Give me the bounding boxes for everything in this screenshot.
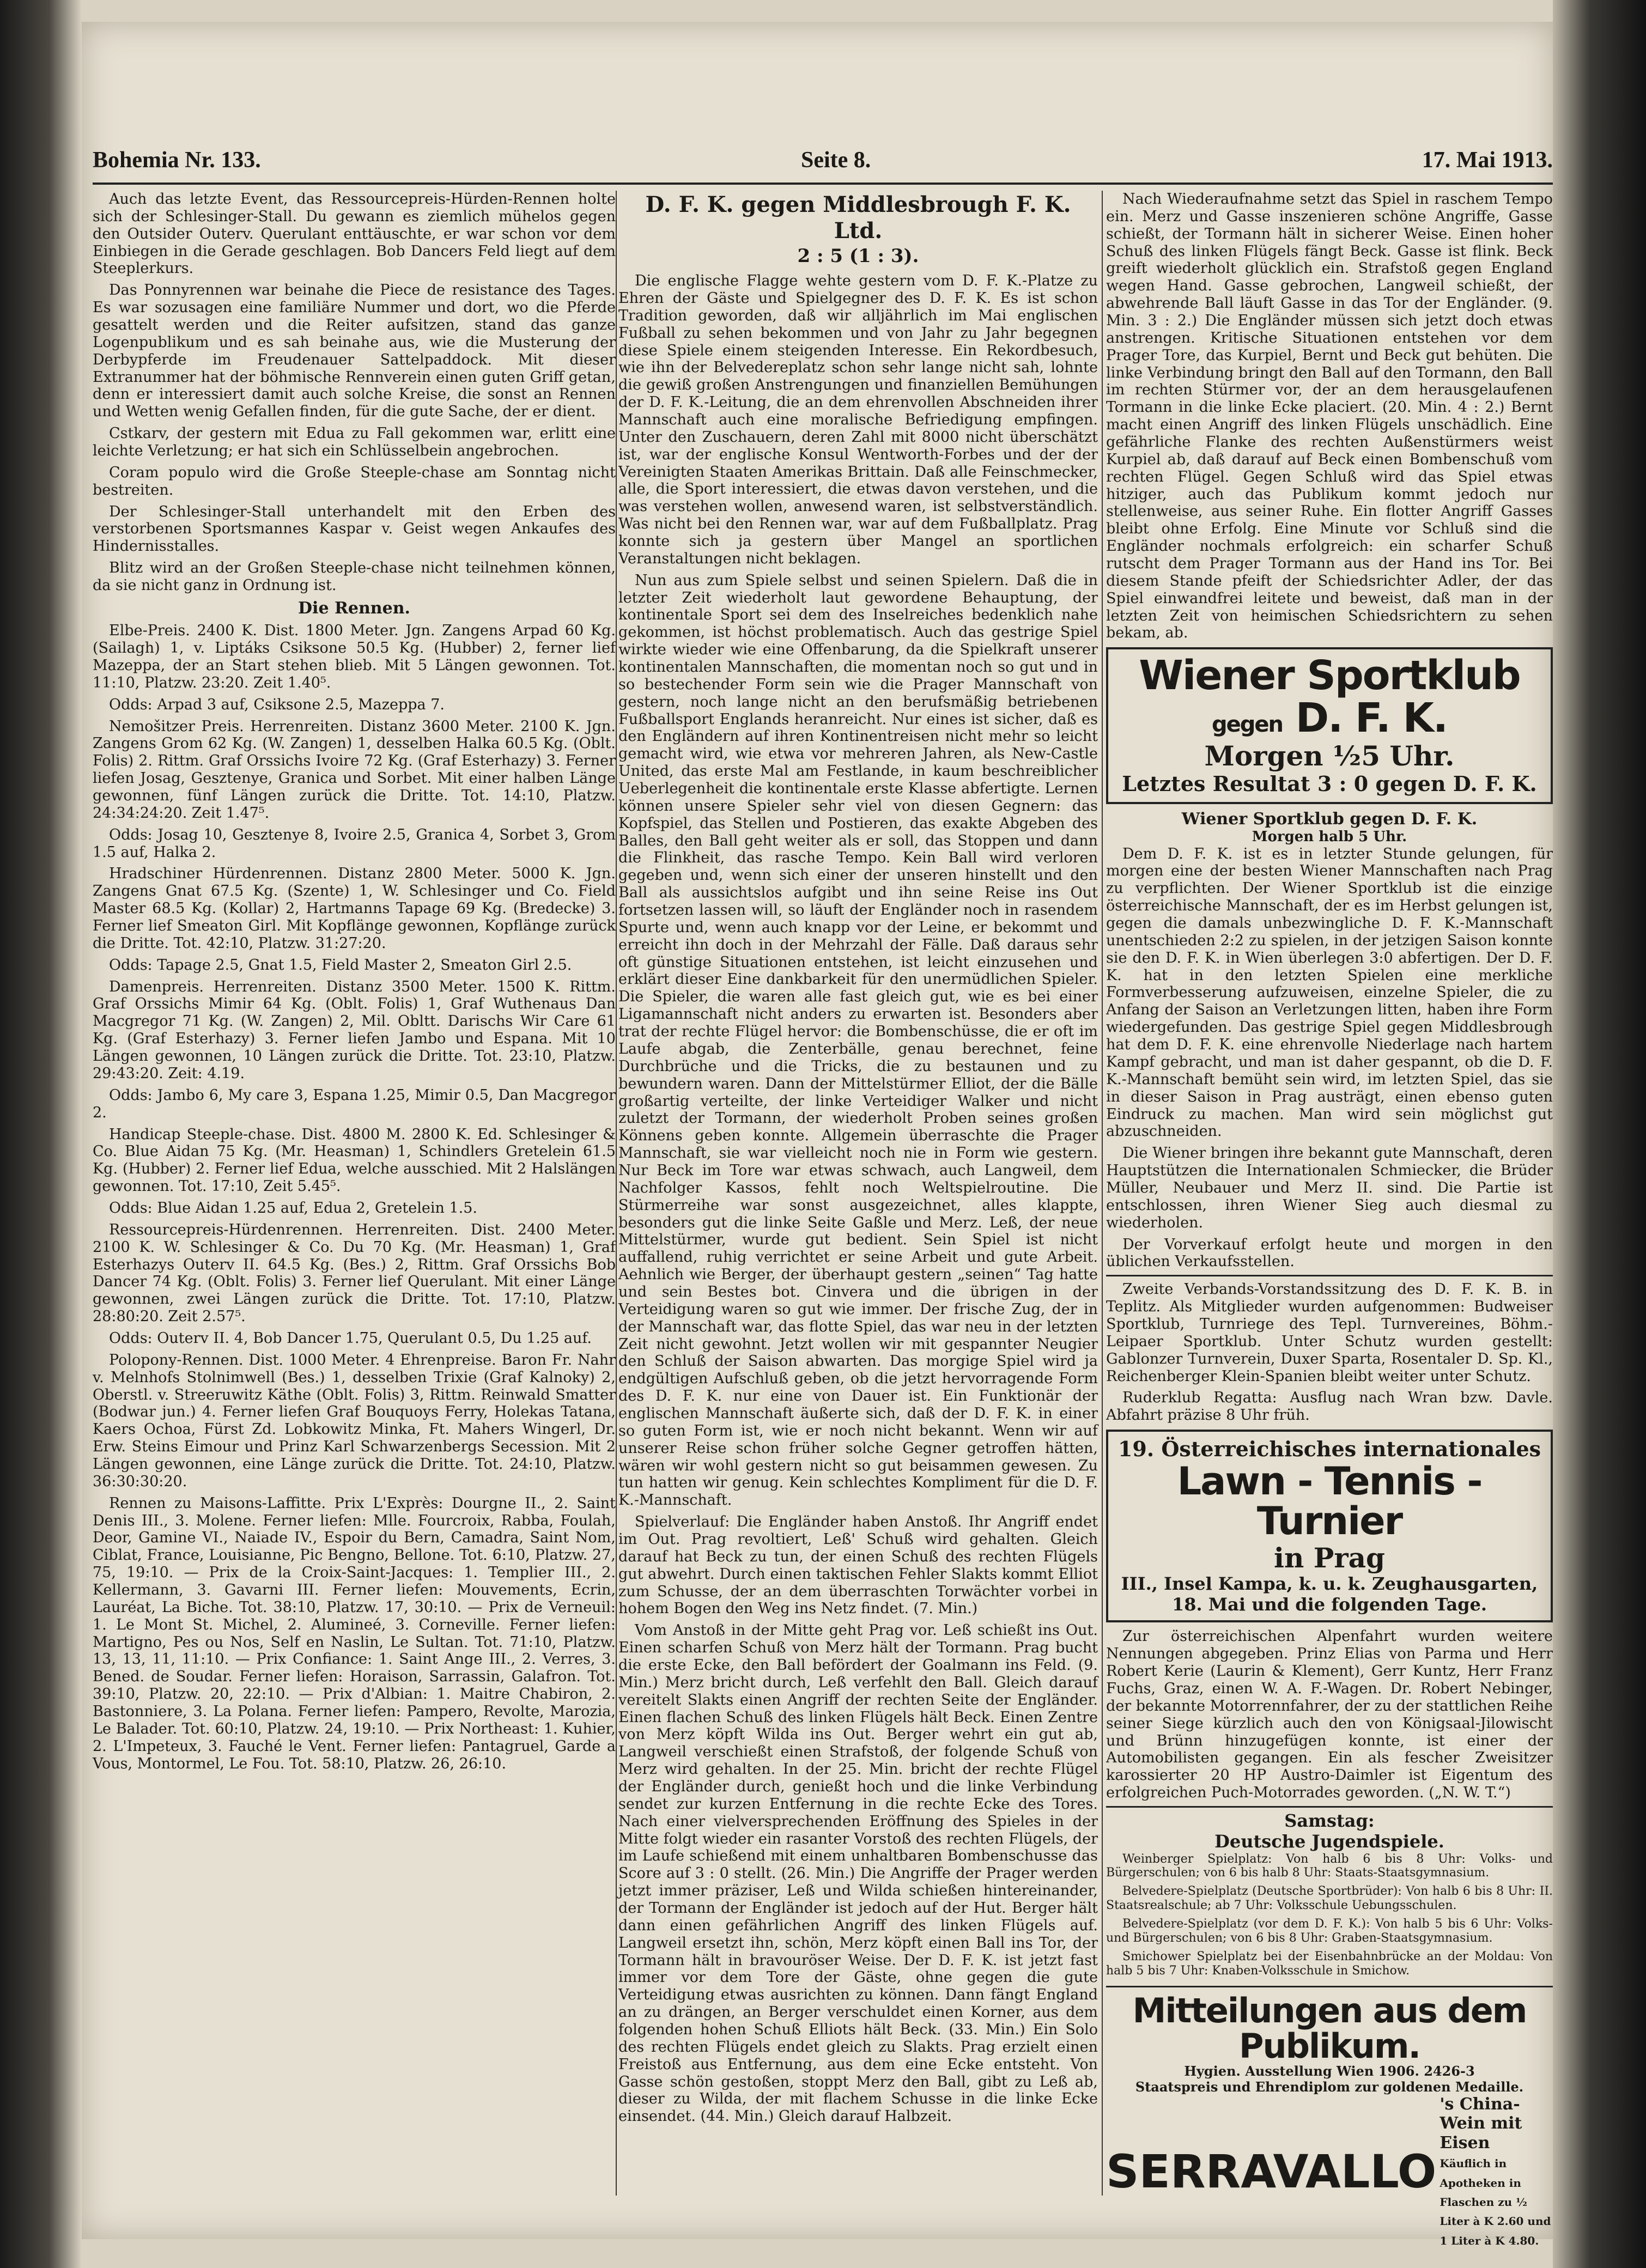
paragraph: Vom Anstoß in der Mitte geht Prag vor. Leß schießt ins Out. Einen scharfen Schuß von Merz hält der Tormann. Prag bucht die erste Ecke, den Ball befördert der Goalmann ins Feld. (9. Min.) Merz bricht durch, Leß verfehlt den Ball. Gleich darauf vereitelt Slakts einen Angriff der rechten Seite der Engländer. Einen flachen Schuß des linken Flügels hält Beck. Einen Zentre von Merz köpft Wilda ins Out. Berger wehrt ein gut ab, Langweil verschießt einen Strafstoß, der folgende Schuß von Merz wird gehalten. In der 25. Min. bricht der rechte Flügel der Engländer durch, genießt hoch und die linke Verbindung sendet zur kurzen Entfernung in die rechte Ecke des Tores. Nach einer vielversprechenden Eröffnung des Spieles in der Mitte folgt wieder ein rasanter Vorstoß des rechten Flügels, der im Laufe schießend mit einem unhaltbaren Bombenschusse das Score auf 3 : 0 stellt. (26. Min.) Die Angriffe der Prager werden jetzt immer präziser, Leß und Wilda schießen hintereinander, der Tormann der Engländer ist jedoch auf der Hut. Berger hält dann einen gefährlichen Angriff des linken Flügels auf. Langweil ersetzt ihn, schön, Merz köpft einen Ball ins Tor, der Tormann hält in bravouröser Weise. Der D. F. K. ist jetzt fast immer vor dem Tore der Gäste, ohne gegen die gute Verteidigung etwas ausrichten zu können. Dann fängt England an zu drängen, an Berger verschuldet einen Korner, aus dem folgenden hohen Schuß Elliots hält Beck. (33. Min.) Ein Solo des rechten Flügels endet gleich zu Slakts. Prag erzielt einen Freistoß aus Entfernung, aus dem eine Ecke entsteht. Von Gasse schön gestoßen, stoppt Merz den Ball, gibt zu Leß ab, dieser zu Wilda, der mit flachem Schusse in die linke Ecke einsendet. (44. Min.) Gleich darauf Halbzeit. <box>618 1622 1098 2125</box>
ad3-brand: SERRAVALLO <box>1106 2144 1437 2198</box>
header-rule <box>93 183 1553 185</box>
racing-news <box>93 191 616 594</box>
race-result: Odds: Jambo 6, My care 3, Espana 1.25, Mimir 0.5, Dan Macgregor 2. <box>93 1086 616 1121</box>
ad-serravallo <box>1106 1993 1553 2249</box>
column-separator-1 <box>616 191 617 2196</box>
club-news <box>1106 1281 1553 1424</box>
ad-lawn-tennis <box>1106 1430 1553 1622</box>
paragraph: Das Ponnyrennen war beinahe die Piece de resistance des Tages. Es war sozusagen eine familiäre Nummer und dort, wo die Pferde gesattelt werden und die Reiter aufsitzen, stand das ganze Logenpublikum und es sah beinahe aus, wie die Musterung der Derbypferde im Freudenauer Sattelpaddock. Mit dieser Extranummer hat der böhmische Rennverein einen guten Griff getan, denn er interessiert damit auch solche Kreise, die sonst an Rennen und Wetten wenig Gefallen finden, für die gute Sache, der er dient. <box>93 282 616 421</box>
paragraph: Der Vorverkauf erfolgt heute und morgen in den üblichen Verkaufsstellen. <box>1106 1236 1553 1270</box>
ad3-title: Mitteilungen aus dem Publikum. <box>1132 1991 1527 2066</box>
paragraph: Dem D. F. K. ist es in letzter Stunde gelungen, für morgen eine der besten Wiener Mannschaften nach Prag zu verpflichten. Der Wiener Sportklub ist die einzige österreichische Mannschaft, der es im Herbst gelungen ist, gegen die damals unbezwingliche D. F. K.-Mannschaft unentschieden 2:2 zu spielen, in der jetzigen Saison konnte sie den D. F. K. in Wien überlegen 3:0 abfertigen. Der D. F. K. hat in den letzten Spielen eine merkliche Formverbesserung aufzuweisen, einzelne Spieler, die zu Anfang der Saison an Verletzungen litten, haben ihre Form wiedergefunden. Das gestrige Spiel gegen Middlesbrough hat dem D. F. K. eine ehrenvolle Niederlage nach hartem Kampf gebracht, und man ist daher gespannt, ob die D. F. K.-Mannschaft bemüht sein wird, im letzten Spiel, das sie in dieser Saison in Prag austrägt, einen ebenso guten Eindruck zu machen. Man wird sein möglichst gut abzuschneiden. <box>1106 845 1553 1140</box>
column-2 <box>618 191 1098 2206</box>
match-headline: D. F. K. gegen Middlesbrough F. K. Ltd. <box>645 192 1071 244</box>
paragraph: Coram populo wird die Große Steeple-chase am Sonntag nicht bestreiten. <box>93 464 616 498</box>
race-result: Handicap Steeple-chase. Dist. 4800 M. 2800 K. Ed. Schlesinger & Co. Blue Aidan 75 Kg. (Mr. Heasman) 1, Schindlers Gretelein 61.5 Kg. (Hubber) 2. Ferner lief Edua, welche ausschied. Mit 2 Halslängen gewonnen. Tot. 17:10, Zeit 5.45⁵. <box>93 1126 616 1195</box>
ad1-title: Wiener Sportklub gegen D. F. K. <box>1139 652 1520 742</box>
race-result: Odds: Josag 10, Gesztenye 8, Ivoire 2.5, Granica 4, Sorbet 3, Grom 1.5 auf, Halka 2. <box>93 826 616 861</box>
saturday-schedule <box>1106 1806 1553 1987</box>
race-result: Elbe-Preis. 2400 K. Dist. 1800 Meter. Jgn. Zangens Arpad 60 Kg. (Sailagh) 1, v. Liptáks Csiksone 50.5 Kg. (Hubber) 2, ferner lief Mazeppa, der an Start stehen blieb. Mit 5 Längen gewonnen. Tot. 11:10, Platzw. 23:20. Zeit 1.40⁵. <box>93 622 616 691</box>
header-issue: Bohemia Nr. 133. <box>93 148 261 173</box>
schedule-line: Belvedere-Spielplatz (vor dem D. F. K.): Von halb 5 bis 6 Uhr: Volks- und Bürgerschulen; von 6 bis 8 Uhr: Graben-Staatsgymnasium. <box>1106 1917 1553 1945</box>
wsk-subtitle: Wiener Sportklub gegen D. F. K. <box>1181 809 1478 829</box>
race-result: Odds: Tapage 2.5, Gnat 1.5, Field Master 2, Smeaton Girl 2.5. <box>109 956 572 974</box>
wsk-time: Morgen halb 5 Uhr. <box>1252 828 1407 845</box>
ad1-time: Morgen ½5 Uhr. <box>1204 739 1455 772</box>
paragraph: Nun aus zum Spiele selbst und seinen Spielern. Daß die in letzter Zeit wiederholt laut gewordene Behauptung, der kontinentale Sport sei dem des Inselreiches bedenklich nahe gekommen, ist höchst problematisch. Auch das gestrige Spiel wirkte wieder wie eine Offenbarung, da die Spielkraft unserer kontinentalen Mannschaften, die momentan noch so gut und in so bestechender Form sein wie die Prager Mannschaft von gestern, noch lange nicht an den berufsmäßig betriebenen Fußballsport Englands heranreicht. Nur eines ist sicher, daß es den Engländern auf ihren Kontinentreisen nicht mehr so leicht gemacht wird, wie etwa vor mehreren Jahren, als New-Castle United, das erste Mal am Festlande, in kaum beschreiblicher Ueberlegenheit die kontinentale erste Klasse abfertigte. Lernen können unsere Spieler sehr viel von diesen Gegnern: das Kopfspiel, das Stellen und Postieren, das exakte Abgeben des Balles, den Ball geht weiter als er soll, das Stoppen und dann die Flinkheit, das rasche Tempo. Kein Ball wird verloren gegeben und, wenn sich einer der unseren hinstellt und den Ball als aussichtslos aufgibt und ihn seine Reise ins Out fortsetzen lassen will, so läuft der Engländer noch in rasendem Spurte und, wenn auch knapp vor der Leine, er bekommt und erreicht ihn doch in der Mehrzahl der Fälle. Daß daraus sehr oft günstige Situationen entstehen, ist leicht einzusehen und erklärt dieser Eine dankbarkeit für den unermüdlichen Spieler. Die Spieler, die waren alle fast gleich gut, wie es bei einer Ligamannschaft nicht anders zu erwarten ist. Besonders aber trat der rechte Flügel hervor: die Bombenschüsse, die er oft im Laufe abgab, die Zenterbälle, genau berechnet, feine Durchbrüche und die Tricks, die zu bestaunen und zu bewundern waren. Dann der Mittelstürmer Elliot, der die Bälle großartig verteilte, der linke Verteidiger Walker und nicht zuletzt der Tormann, der wiederholt Proben seines großen Könnens geben konnte. Allgemein überraschte die Prager Mannschaft, sie war vielleicht noch nie in Form wie gestern. Nur Beck im Tore war etwas schwach, auch Langweil, dem Nachfolger Kassos, fehlt noch Weltspielroutine. Die Stürmerreihe war sonst ausgezeichnet, alles klappte, besonders gut die linke Seite Gaßle und Merz. Leß, der neue Mittelstürmer, wurde gut bedient. Sein Spiel ist nicht auffallend, ruhig verrichtet er seine Arbeit und gute Arbeit. Aehnlich wie Berger, der überhaupt gestern „seinen“ Tag hatte und sein Bestes bot. Cinvera und die übrigen in der Verteidigung waren so gut wie immer. Der frische Zug, der in der Mannschaft war, das flotte Spiel, das war neu in der letzten Zeit nicht gewohnt. Jetzt wollen wir mit gespannter Neugier den Schluß der Saison abwarten. Das morgige Spiel wird ja endgültigen Aufschluß geben, ob die jetzt hervorragende Form des D. F. K. nur eine von Dauer ist. Ein Funktionär der englischen Mannschaft äußerte sich, daß der D. F. K. in einer so guten Form ist, wie er noch nicht bekannt. Wenn wir auf unserer Reise schon früher solche Gegner getroffen hätten, wären wir wohl gestern nicht so gut beisammen gewesen. Zu tun hatten wir genug. Kein schlechtes Kompliment für die D. F. K.-Mannschaft. <box>618 571 1098 1509</box>
paragraph: Zweite Verbands-Vorstandssitzung des D. F. K. B. in Teplitz. Als Mitglieder wurden aufgenommen: Budweiser Sportklub, Turnriege des Tepl. Turnvereines, Böhm.-Leipaer Sportklub. Unter Schutz wurden gestellt: Gablonzer Turnverein, Duxer Sparta, Rosentaler D. Sp. Kl., Reichenberger Klein-Spanien bleibt weiter unter Schutz. <box>1106 1281 1553 1385</box>
match-report <box>618 272 1098 2125</box>
ad3-ref: 2426-3 <box>1424 2063 1475 2079</box>
paragraph: Die Wiener bringen ihre bekannt gute Mannschaft, deren Hauptstützen die Internationalen Schmiecker, die Brüder Müller, Neubauer und Merz II. sind. Die Partie ist entschlossen, ihren Wiener Sieg auch diesmal zu wiederholen. <box>1106 1145 1553 1231</box>
scan-edge-shadow <box>0 0 82 2268</box>
ad2-place: in Prag <box>1273 1541 1386 1574</box>
page-header <box>93 147 1553 180</box>
race-result: Nemošitzer Preis. Herrenreiten. Distanz 3600 Meter. 2100 K. Jgn. Zangens Grom 62 Kg. (W. Zangen) 1, desselben Halka 60.5 Kg. (Oblt. Folis) 2. Rittm. Graf Orssichs Ivoire 72 Kg. (Graf Esterhazy) 3. Ferner liefen Josag, Gesztenye, Granica und Sorbet. Mit einer halben Länge gewonnen, fünf Längen zurück die Dritte. Tot. 14:10, Platzw. 24:34:24:20. Zeit 1.47⁵. <box>93 718 616 822</box>
ad2-address: III., Insel Kampa, k. u. k. Zeughausgarten, <box>1121 1573 1538 1594</box>
wsk-article <box>1106 846 1553 1271</box>
race-result: Damenpreis. Herrenreiten. Distanz 3500 Meter. 1500 K. Rittm. Graf Orssichs Mimir 64 Kg. (Oblt. Folis) 1, Graf Wuthenaus Dan Macgregor 71 Kg. (W. Zangen) 2, Mil. Obltt. Darischs Wir Care 61 Kg. (Graf Esterhazy) 3. Ferner liefen Jambo und Espana. Mit 10 Längen gewonnen, 10 Längen zurück die Dritte. Tot. 23:10, Platzw. 29:43:20. Zeit: 4.19. <box>93 978 616 1082</box>
ad3-brand-row <box>1106 2095 1553 2249</box>
divider <box>1106 1275 1553 1276</box>
ad3-line2: Staatspreis und Ehrendiplom zur goldenen Medaille. <box>1135 2078 1524 2095</box>
ad2-dates: 18. Mai und die folgenden Tage. <box>1171 1594 1487 1615</box>
paragraph: Blitz wird an der Großen Steeple-chase nicht teilnehmen können, da sie nicht ganz in Ordnung ist. <box>93 560 616 594</box>
paragraph: Nach Wiederaufnahme setzt das Spiel in raschem Tempo ein. Merz und Gasse inszenieren schöne Angriffe, Gasse schießt, der Tormann hält in sicherer Weise. Einen hoher Schuß des linken Flügels fängt Beck. Gasse ist flink. Beck greift wiederholt glücklich ein. Strafstoß gegen England wegen Hand. Gasse gebrochen, Langweil schießt, der abwehrende Ball läuft Gasse in das Tor der Engländer. (9. Min. 3 : 2.) Die Engländer müssen sich jetzt doch etwas anstrengen. Kritische Situationen entstehen vor dem Prager Tore, das Kurpiel, Bernt und Beck gut behüten. Die linke Verbindung bringt den Ball auf den Tormann, den Ball im rechten Stürmer vor, der an dem herausgelaufenen Tormann in die linke Ecke placiert. (20. Min. 4 : 2.) Bernt macht einen Angriff des linken Flügels unschädlich. Eine gefährliche Flanke des rechten Außenstürmers weist Kurpiel ab, daß darauf auf Beck einen Bombenschuß vom rechten Flügel. Gegen Schluß wird das Spiel etwas hitziger, auch das Publikum kommt jedoch nur stellenweise, aus seiner Ruhe. Ein flotter Angriff Gasses bleibt ohne Erfolg. Eine Minute vor Schluß sind die Engländer nochmals erfolgreich: ein scharfer Schuß rutscht dem Prager Tormann aus der Hand ins Tor. Bei diesem Stande pfeift der Schiedsrichter Adler, der das Spiel einwandfrei leitete und beweist, daß man in der letzten Zeit von heimischen Schiedsrichtern zu sehen bekam, ab. <box>1106 191 1553 642</box>
scan-right-band <box>1553 0 1646 2268</box>
paragraph: Die englische Flagge wehte gestern vom D. F. K.-Platze zu Ehren der Gäste und Spielgegner des D. F. K. Es ist schon Tradition geworden, daß wir alljährlich im Mai englischen Fußball zu sehen bekommen und von Jahr zu Jahr begegnen diese Spiele einem steigenden Interesse. Ein Rekordbesuch, wie ihn der Belvedereplatz schon sehr lange nicht sah, lohnte die gewiß großen Anstrengungen und finanziellen Bemühungen der D. F. K.-Leitung, die an dem ehrenvollen Abschneiden ihrer Mannschaft auch eine moralische Befriedigung empfingen. Unter den Zuschauern, deren Zahl mit 8000 nicht überschätzt ist, war der englische Konsul Wentworth-Forbes und der der Vereinigten Staaten Amerikas Brittain. Daß alle Feinschmecker, alle, die Sport interessiert, die etwas davon verstehen, und die was verstehen wollen, anwesend waren, ist selbstverständlich. Was nicht bei den Rennen war, war auf dem Fußballplatz. Prag konnte sich ja gestern über Mangel an sportlichen Veranstaltungen nicht beklagen. <box>618 272 1098 567</box>
column-3 <box>1106 191 1553 2247</box>
schedule-subtitle: Deutsche Jugendspiele. <box>1214 1831 1444 1852</box>
ad2-line1: 19. Österreichisches internationales <box>1117 1437 1541 1462</box>
schedule-line: Belvedere-Spielplatz (Deutsche Sportbrüder): Von halb 6 bis 8 Uhr: II. Staatsrealschule; ab 7 Uhr: Volksschule Uebungsschulen. <box>1106 1884 1553 1913</box>
schedule-line: Weinberger Spielplatz: Von halb 6 bis 8 Uhr: Volks- und Bürgerschulen; von 6 bis halb 8 Uhr: Staats-Staatsgymnasium. <box>1106 1852 1553 1880</box>
ad-wiener-sportklub <box>1106 647 1553 804</box>
paragraph: Zur österreichischen Alpenfahrt wurden weitere Nennungen abgegeben. Prinz Elias von Parma und Herr Robert Kerie (Laurin & Klement), Gerr Kuntz, Herr Franz Fuchs, Graz, einen W. A. F.-Wagen. Dr. Robert Nebinger, der bekannte Motorrennfahrer, der zu der stattlichen Reihe seiner Siege kürzlich auch den von Königsaal-Jilowischt und Brünn hinzugefügen konnte, ist einer der Automobilisten gegangen. Ein als fescher Zweisitzer karossierter 20 HP Austro-Daimler ist Eigentum des erfolgreichen Puch-Motorrades geworden. („N. W. T.“) <box>1106 1628 1553 1802</box>
race-result: Rennen zu Maisons-Laffitte. Prix L'Exprès: Dourgne II., 2. Saint Denis III., 3. Molene. Ferner liefen: Mlle. Fourcroix, Rabba, Foulah, Deor, Gamine VI., Naiade IV., Espoir du Bern, Camadra, Saint Nom, Ciblat, France, Louisianne, Pic Bengno, Bellone. Tot. 6:10, Platzw. 27, 75, 19:10. — Prix de la Croix-Saint-Jacques: 1. Templier III., 2. Kellermann, 3. Gavarni III. Ferner liefen: Mouvements, Ecrin, Lauréat, La Biche. Tot. 38:10, Platzw. 17, 30:10. — Prix de Verneuil: 1. Le Mont St. Michel, 2. Alumineé, 3. Corneville. Ferner liefen: Martigno, Pes ou Nos, Self en Naslin, Le Sultan. Tot. 71:10, Platzw. 13, 13, 11, 11:10. — Prix Confiance: 1. Saint Ange III., 2. Verres, 3. Bened. de Soudar. Ferner liefen: Horaison, Sarrassin, Galafron. Tot. 39:10, Platzw. 20, 22:10. — Prix d'Albian: 1. Maitre Chabiron, 2. Bastonniere, 3. La Polana. Ferner liefen: Pampero, Revolte, Marozia, Le Balader. Tot. 60:10, Platzw. 24, 19:10. — Prix Northeast: 1. Kuhier, 2. L'Impeteux, 3. Fauché le Vent. Ferner liefen: Pantagruel, Garde a Vous, Montormel, Le Fou. Tot. 58:10, Platzw. 26, 26:10. <box>93 1494 616 1772</box>
schedule-lines <box>1106 1852 1553 1979</box>
paragraph: Auch das letzte Event, das Ressourcepreis-Hürden-Rennen holte sich der Schlesinger-Stall. Du gewann es ziemlich mühelos gegen den Outsider Outerv. Querulant enttäuschte, er war schon vor dem Einbiegen in die Gerade geschlagen. Bob Dancers Feld liegt auf dem Steeplerkurs. <box>93 191 616 277</box>
ad3-line1: Hygien. Ausstellung Wien 1906. 2426-3 <box>1184 2063 1475 2079</box>
column-separator-2 <box>1102 191 1103 2196</box>
race-result: Polopony-Rennen. Dist. 1000 Meter. 4 Ehrenpreise. Baron Fr. Nahr v. Melnhofs Stolnimwell (Bes.) 1, desselben Trixie (Graf Kalnoky) 2, Oberstl. v. Streeruwitz Käthe (Oblt. Folis) 3, Rittm. Reinwald Smatter (Bodwar jun.) 4. Ferner liefen Graf Bouquoys Ferry, Holekas Tatana, Kaers Ochoa, Fürst Zd. Lobkowitz Minka, Ft. Mahers Wingerl, Dr. Erw. Steins Eimour und Prinz Karl Schwarzenbergs Secession. Mit 2 Längen gewonnen, eine Länge zurück die Dritte. Tot. 24:10, Platzw. 36:30:30:20. <box>93 1351 616 1490</box>
schedule-title: Samstag: <box>1284 1810 1375 1832</box>
race-results <box>93 622 616 1772</box>
alpenfahrt-news <box>1106 1628 1553 1802</box>
header-date: 17. Mai 1913. <box>1422 148 1553 173</box>
race-result: Odds: Arpad 3 auf, Csiksone 2.5, Mazeppa 7. <box>109 696 445 713</box>
schedule-line: Smichower Spielplatz bei der Eisenbahnbrücke an der Moldau: Von halb 5 bis 7 Uhr: Knaben-Volksschule in Smichow. <box>1106 1950 1553 1978</box>
race-result: Odds: Outerv II. 4, Bob Dancer 1.75, Querulant 0.5, Du 1.25 auf. <box>109 1329 592 1347</box>
paragraph: Cstkarv, der gestern mit Edua zu Fall gekommen war, erlitt eine leichte Verletzung; er hat sich ein Schlüsselbein angebrochen. <box>93 425 616 460</box>
paragraph: Ruderklub Regatta: Ausflug nach Wran bzw. Davle. Abfahrt präzise 8 Uhr früh. <box>1106 1389 1553 1424</box>
second-half-report <box>1106 191 1553 642</box>
races-title: Die Rennen. <box>298 598 410 618</box>
ad3-suffix: 's China-Wein mit Eisen Käuflich in Apotheken in Flaschen zu ½ Liter à K 2.60 und 1 Liter à K 4.80. <box>1440 2094 1551 2247</box>
paragraph: Spielverlauf: Die Engländer haben Anstoß. Ihr Angriff endet im Out. Prag revoltiert, Leß' Schuß wird gehalten. Gleich darauf hat Beck zu tun, der einen Schuß des rechten Flügels gut abwehrt. Durch einen taktischen Fehler Slakts kommt Elliot zum Schusse, der an dem überraschten Torwächter vorbei in hohem Bogen den Weg ins Netz findet. (7. Min.) <box>618 1513 1098 1618</box>
race-result: Ressourcepreis-Hürdenrennen. Herrenreiten. Dist. 2400 Meter. 2100 K. W. Schlesinger & Co. Du 70 Kg. (Mr. Heasman) 1, Graf Esterhazys Outerv II. 64.5 Kg. (Bes.) 2, Rittm. Graf Orssichs Bob Dancer 74 Kg. (Oblt. Folis) 3. Ferner lief Querulant. Mit einer Länge gewonnen, zwei Längen zurück die Dritte. Tot. 17:10, Platzw. 28:80:20. Zeit 2.57⁵. <box>93 1221 616 1325</box>
paragraph: Der Schlesinger-Stall unterhandelt mit den Erben des verstorbenen Sportsmannes Kaspar v. Geist wegen Ankaufes des Hindernisstalles. <box>93 503 616 555</box>
match-score: 2 : 5 (1 : 3). <box>797 245 919 267</box>
ad2-title: Lawn - Tennis - Turnier <box>1177 1458 1482 1544</box>
ad1-result: Letztes Resultat 3 : 0 gegen D. F. K. <box>1122 771 1537 796</box>
column-1 <box>93 191 616 2206</box>
header-page-number: Seite 8. <box>801 148 871 173</box>
race-result: Odds: Blue Aidan 1.25 auf, Edua 2, Gretelein 1.5. <box>109 1199 477 1217</box>
race-result: Hradschiner Hürdenrennen. Distanz 2800 Meter. 5000 K. Jgn. Zangens Gnat 67.5 Kg. (Szente) 1, W. Schlesinger und Co. Field Master 68.5 Kg. (Kollar) 2, Hartmanns Tapage 69 Kg. (Bredecke) 3. Ferner lief Smeaton Girl. Mit Kopflänge gewonnen, Kopflänge zurück die Dritte. Tot. 42:10, Platzw. 31:27:20. <box>93 865 616 952</box>
